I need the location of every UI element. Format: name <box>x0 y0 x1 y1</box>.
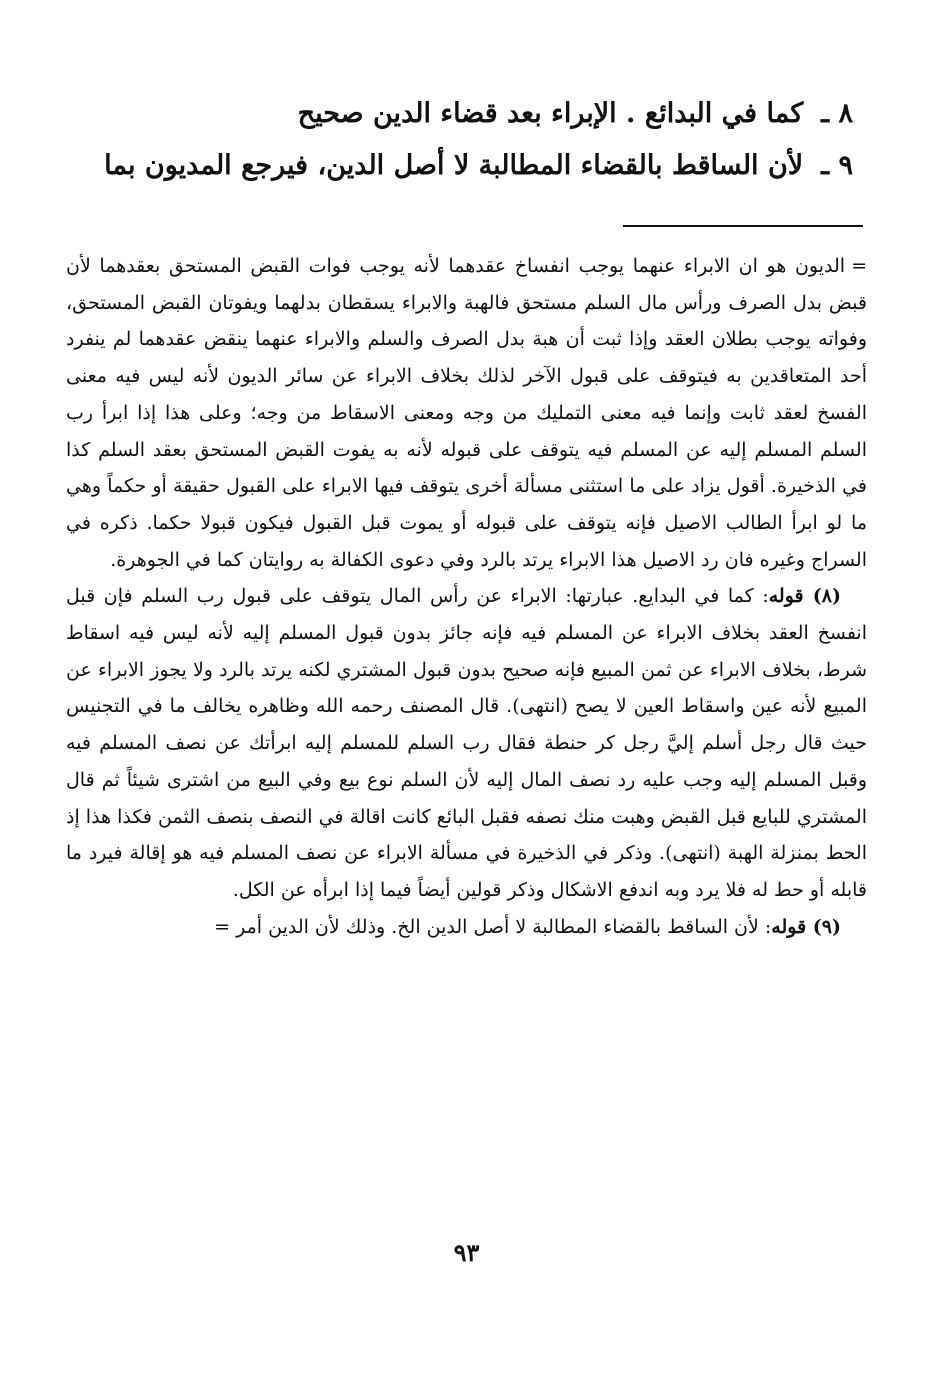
main-line-9 <box>70 140 853 192</box>
main-text-block <box>70 88 853 192</box>
footnote-label: (٩) قوله <box>771 915 841 938</box>
footnote-label: (٨) قوله <box>768 585 841 608</box>
line-number: ٩ ـ <box>821 150 853 181</box>
footnote-continuation <box>66 248 867 578</box>
line-number: ٨ ـ <box>821 98 853 129</box>
main-line-text: لأن الساقط بالقضاء المطالبة لا أصل الدين، فيرجع المديون بما <box>104 150 804 181</box>
continuation-mark: = <box>851 255 867 277</box>
main-line-text: كما في البدائع . الإبراء بعد قضاء الدين صحيح <box>297 98 804 129</box>
footnote-9 <box>66 909 867 946</box>
footnote-text: : كما في البدايع. عبارتها: الابراء عن رأس المال يتوقف على قبول رب السلم فإن قبل انفسخ العقد بخلاف الابراء عن المسلم فيه فإنه جائز بدون قبول المسلم إليه لأنه ليس فيه اسقاط شرط، بخلاف الابراء عن ثمن المبيع فإنه صحيح بدون قبول المشتري لكنه يرتد بالرد ولا يجوز الابراء عن المبيع لأنه عين واسقاط العين لا يصح (انتهى). قال المصنف رحمه الله وظاهره يخالف ما في التجنيس حيث قال رجل أسلم إليَّ رجل كر حنطة فقال رب السلم للمسلم إليه ابرأتك عن نصف المسلم فيه وقبل المسلم إليه وجب عليه رد نصف المال إليه لأن السلم نوع بيع وفي البيع من اشترى شيئاً ثم قال المشتري للبايع قبل القبض وهبت منك نصفه فقبل البائع كانت اقالة في النصف بنصف الثمن فكذا هذا إذ الحط بمنزلة الهبة (انتهى). وذكر في الذخيرة في مسألة الابراء عن نصف المسلم فيه هو إقالة فيرد ما قابله أو حط له فلا يرد وبه اندفع الاشكال وذكر قولين أيضاً فيما إذا ابرأه عن الكل. <box>66 585 867 901</box>
footnote-8 <box>66 578 867 908</box>
continuation-mark: = <box>214 915 231 938</box>
footnote-text: : لأن الساقط بالقضاء المطالبة لا أصل الدين الخ. وذلك لأن الدين أمر <box>236 915 772 938</box>
page-number: ٩٣ <box>453 1238 480 1267</box>
footnote-separator <box>623 225 863 227</box>
footnote-text: الديون هو ان الابراء عنهما يوجب انفساخ عقدهما لأنه يوجب فوات القبض المستحق بعقدهما لأن قبض بدل الصرف ورأس مال السلم مستحق فالهبة والابراء يسقطان بدلهما ويفوتان القبض المستحق، وفواته يوجب بطلان العقد وإذا ثبت أن هبة بدل الصرف والسلم والابراء عنهما ينقض عقدهما لم ينفرد أحد المتعاقدين به فيتوقف على قبول الآخر لذلك بخلاف الابراء عن سائر الديون لأنه ليس فيه معنى الفسخ لعقد ثابت وإنما فيه معنى التمليك من وجه ومعنى الاسقاط من وجه؛ وعلى هذا إذا ابرأ رب السلم المسلم إليه عن المسلم فيه يتوقف على قبوله لأنه به يفوت القبض المستحق بعقد السلم كذا في الذخيرة. أقول يزاد على ما استثنى مسألة أخرى يتوقف فيها الابراء على القبول حقيقة أو حكماً وهي ما لو ابرأ الطالب الاصيل فإنه يتوقف على قبوله أو يموت قبل القبول فيكون قبولا حكما. ذكره في السراج وغيره فان رد الاصيل هذا الابراء يرتد بالرد وفي دعوى الكفالة به روايتان كما في الجوهرة. <box>66 255 867 571</box>
main-line-8 <box>70 88 853 140</box>
footnotes-block <box>66 248 867 945</box>
